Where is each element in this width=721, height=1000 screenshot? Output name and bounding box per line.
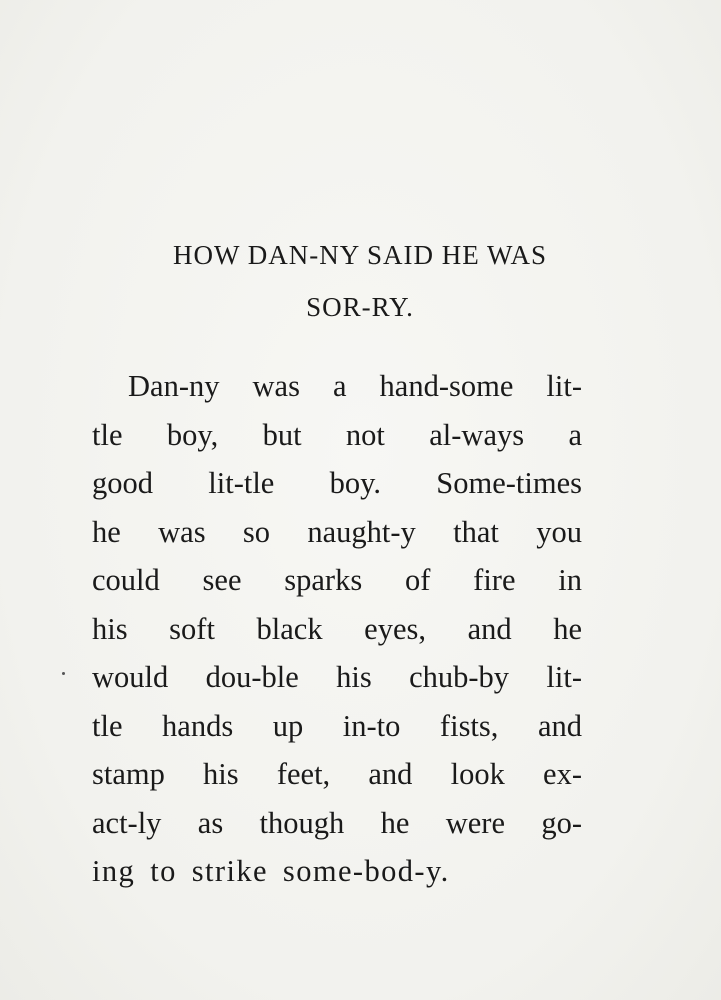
text-line: act-ly as though he were go- <box>92 805 582 840</box>
text-line: ing to strike some-bod-y. <box>92 854 450 888</box>
text-line: could see sparks of fire in <box>92 563 582 597</box>
text-line: he was so naught-y that you <box>92 514 582 549</box>
ink-speck <box>62 672 65 675</box>
text-line: his soft black eyes, and he <box>92 611 582 646</box>
text-line: stamp his feet, and look ex- <box>92 757 582 791</box>
text-line: good lit-tle boy. Some-times <box>92 466 582 500</box>
chapter-title-line-1: HOW DAN-NY SAID HE WAS <box>173 240 547 270</box>
story-paragraph <box>92 362 582 896</box>
chapter-title-line-2: SOR-RY. <box>306 292 414 322</box>
text-line: tle hands up in-to fists, and <box>92 708 582 743</box>
text-line: Dan-ny was a hand-some lit- <box>128 369 582 403</box>
text-line: tle boy, but not al-ways a <box>92 417 582 452</box>
text-line: would dou-ble his chub-by lit- <box>92 660 582 694</box>
